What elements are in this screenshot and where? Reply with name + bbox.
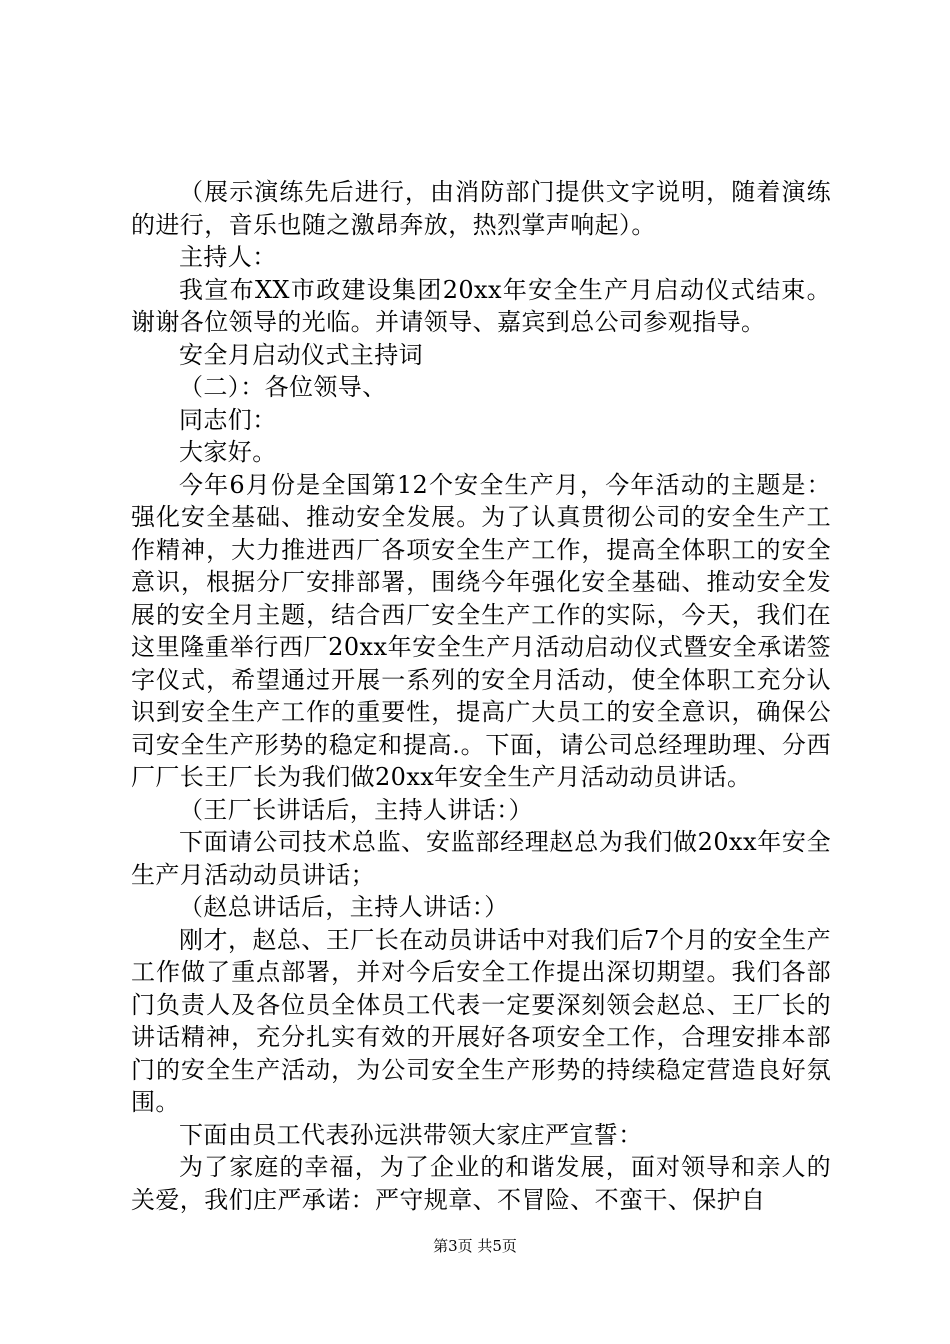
paragraph-greeting-all: 大家好。 [179,438,277,466]
paragraph-drill-description: （展示演练先后进行，由消防部门提供文字说明，随着演练的进行，音乐也随之激昂奔放，热烈掌声响起）。 [131,178,831,239]
paragraph-section-title: 安全月启动仪式主持词 [179,340,423,369]
paragraph-closing-announcement: 我宣布XX市政建设集团20xx年安全生产月启动仪式结束。谢谢各位领导的光临。并请领导、嘉宾到总公司参观指导。 [131,275,831,336]
paragraph-greeting-comrades: 同志们： [179,405,277,434]
paragraph-invite-zhao: 下面请公司技术总监、安监部经理赵总为我们做20xx年安全生产月活动动员讲话； [131,828,831,889]
paragraph-after-wang-speech: （王厂长讲话后，主持人讲话：） [179,795,533,824]
paragraph-host-label: 主持人： [179,243,277,271]
document-body [131,176,831,1216]
paragraph-safety-month-intro: 今年6月份是全国第12个安全生产月，今年活动的主题是：强化安全基础、推动安全发展。为了认真贯彻公司的安全生产工作精神，大力推进西厂各项安全生产工作，提高全体职工的安全意识，根据分厂安排部署，围绕今年强化安全基础、推动安全发展的安全月主题，结合西厂安全生产工作的实际，今天，我们在这里隆重举行西厂20xx年安全生产月活动启动仪式暨安全承诺签字仪式，希望通过开展一系列的安全月活动，使全体职工充分认识到安全生产工作的重要性，提高广大员工的安全意识，确保公司安全生产形势的稳定和提高.。下面，请公司总经理助理、分西厂厂长王厂长为我们做20xx年安全生产月活动动员讲话。 [131,470,831,791]
paragraph-oath-intro: 下面由员工代表孙远洪带领大家庄严宣誓： [179,1120,643,1149]
paragraph-greeting-leaders: （二）：各位领导、 [179,373,387,401]
paragraph-oath-text: 为了家庭的幸福，为了企业的和谐发展，面对领导和亲人的关爱，我们庄严承诺：严守规章、不冒险、不蛮干、保护自 [131,1153,831,1214]
paragraph-after-zhao-speech: （赵总讲话后，主持人讲话：） [179,893,509,921]
paragraph-summary: 刚才，赵总、王厂长在动员讲话中对我们后7个月的安全生产工作做了重点部署，并对今后安全工作提出深切期望。我们各部门负责人及各位员全体员工代表一定要深刻领会赵总、王厂长的讲话精神，充分扎实有效的开展好各项安全工作，合理安排本部门的安全生产活动，为公司安全生产形势的持续稳定营造良好氛围。 [131,925,831,1116]
page-number-footer: 第3页 共5页 [433,1237,517,1255]
